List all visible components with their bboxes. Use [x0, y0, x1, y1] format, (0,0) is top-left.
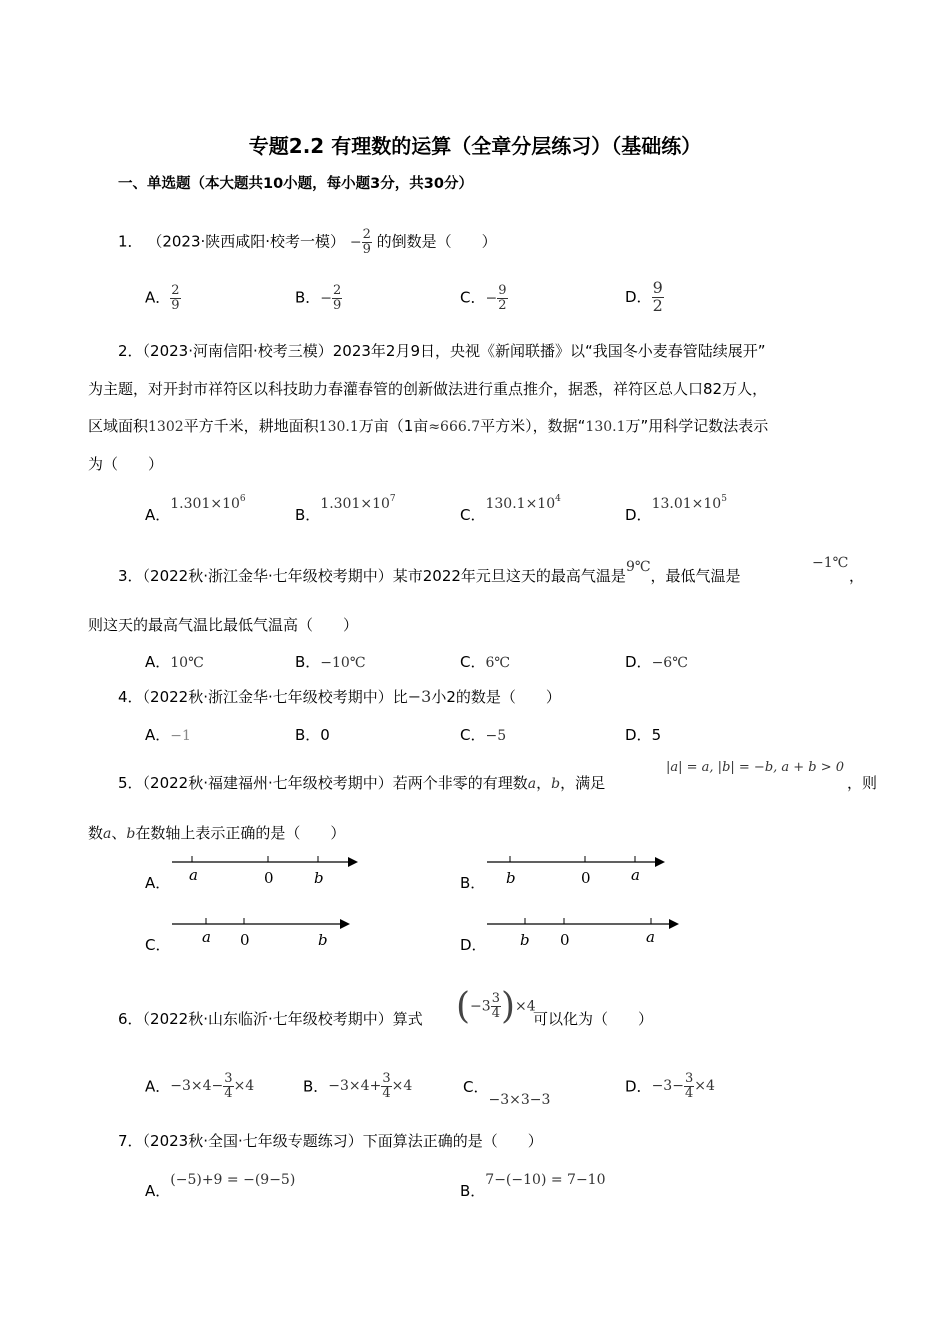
axis-label-a: a [189, 866, 198, 884]
q3-option-b[interactable]: B．−10℃ [295, 653, 366, 671]
section-heading: 一、单选题（本大题共10小题，每小题3分，共30分） [118, 176, 473, 192]
q6-option-c[interactable]: C．−3×3−3 [463, 1078, 551, 1108]
q3-option-c[interactable]: C．6℃ [460, 653, 511, 671]
q7-option-b[interactable]: B．7−(−10) = 7−10 [460, 1172, 606, 1200]
q1-option-b[interactable]: B．− $\frac{2}{9}$ [295, 283, 342, 313]
q6-line1: 6．（2022秋·山东临沂·七年级校考期中）算式 [118, 1010, 423, 1028]
q4-option-c[interactable]: C．−5 [460, 726, 507, 744]
axis-label-zero: 0 [560, 931, 570, 949]
axis-label-b: b [314, 869, 324, 887]
q3-comma: ， [849, 567, 865, 585]
q6-option-d[interactable]: D．−3− $\frac{3}{4}$ ×4 [625, 1071, 715, 1101]
q1-option-a[interactable]: A． $\frac{2}{9}$ [145, 283, 180, 313]
q6-line1-end: 可以化为（ ） [533, 1010, 654, 1028]
q2-option-b[interactable]: B．$1.301\times 10^7$ [295, 494, 396, 524]
q1-number: 1． [118, 232, 143, 251]
q5-option-b[interactable]: B． [460, 874, 486, 892]
q3-option-d[interactable]: D．−6℃ [625, 653, 688, 671]
q2-line1: 2．（2023·河南信阳·校考三模）2023年2月9日，央视《新闻联播》以“我国冬小麦春管陆续展开” [118, 342, 766, 360]
question-1 [118, 228, 497, 256]
axis-label-zero: 0 [264, 869, 274, 887]
axis-label-zero: 0 [240, 931, 250, 949]
axis-label-b: b [520, 931, 530, 949]
q2-option-d[interactable]: D．$13.01\times 10^5$ [625, 494, 727, 524]
q4-option-b[interactable]: B．0 [295, 726, 330, 744]
q1-minus: − [349, 234, 362, 251]
q1-source: （2023·陕西咸阳·校考一模） [147, 232, 346, 251]
q3-low-temp: −1℃ [812, 555, 849, 571]
q6-option-a[interactable]: A．−3×4− $\frac{3}{4}$ ×4 [145, 1071, 255, 1101]
q2-line3: 区域面积1302平方千米，耕地面积130.1万亩（1亩≈666.7平方米），数据“130.1万”用科学记数法表示 [88, 417, 769, 435]
q5-line1-end: ，则 [847, 774, 878, 792]
q5-line2: 数a、b在数轴上表示正确的是（ ） [88, 824, 346, 842]
axis-label-a: a [646, 928, 655, 946]
q4-option-a[interactable]: A．−1 [145, 726, 191, 744]
q3-option-a[interactable]: A．10℃ [145, 653, 204, 671]
q5-axis-c[interactable] [170, 912, 360, 952]
axis-label-a: a [631, 866, 640, 884]
q1-stem: 的倒数是（ ） [376, 232, 497, 251]
q3-line1: 3．（2022秋·浙江金华·七年级校考期中）某市2022年元旦这天的最高气温是9℃，最低气温是 [118, 559, 741, 585]
axis-label-b: b [506, 869, 516, 887]
q2-option-c[interactable]: C．$130.1\times 10^4$ [460, 494, 561, 524]
q5-condition: |a| = a, |b| = −b, a + b > 0 [666, 760, 845, 775]
q3-line2: 则这天的最高气温比最低气温高（ ） [88, 616, 359, 634]
q1-fraction: $\frac{2}{9}$ [362, 227, 371, 257]
q5-axis-a[interactable] [170, 850, 360, 890]
q7-line1: 7．（2023秋·全国·七年级专题练习）下面算法正确的是（ ） [118, 1132, 543, 1150]
q1-option-c[interactable]: C．− $\frac{9}{2}$ [460, 283, 507, 313]
axis-label-a: a [202, 928, 211, 946]
axis-label-zero: 0 [581, 869, 591, 887]
q7-option-a[interactable]: A．(−5)+9 = −(9−5) [145, 1172, 296, 1200]
q5-option-d[interactable]: D． [460, 936, 487, 954]
q2-line2: 为主题，对开封市祥符区以科技助力春灌春管的创新做法进行重点推介，据悉，祥符区总人口82万人， [88, 380, 768, 398]
q2-option-a[interactable]: A．$1.301\times 10^6$ [145, 494, 246, 524]
q5-option-a[interactable]: A． [145, 874, 171, 892]
q2-line4: 为（ ） [88, 455, 164, 473]
q6-expression: (−3 $\frac{3}{4}$ )×4 [456, 986, 536, 1027]
q5-option-c[interactable]: C． [145, 936, 171, 954]
q4-option-d[interactable]: D．5 [625, 726, 662, 744]
axis-label-b: b [318, 931, 328, 949]
q5-axis-b[interactable] [485, 850, 675, 890]
q5-line1: 5．（2022秋·福建福州·七年级校考期中）若两个非零的有理数a，b，满足 [118, 774, 606, 792]
q1-option-d[interactable]: D． $\frac{9}{2}$ [625, 278, 663, 315]
q5-axis-d[interactable] [485, 912, 685, 952]
q6-option-b[interactable]: B．−3×4+ $\frac{3}{4}$ ×4 [303, 1071, 413, 1101]
page-title: 专题2.2 有理数的运算（全章分层练习）（基础练） [248, 134, 702, 158]
q4-line1: 4．（2022秋·浙江金华·七年级校考期中）比−3小2的数是（ ） [118, 687, 561, 706]
